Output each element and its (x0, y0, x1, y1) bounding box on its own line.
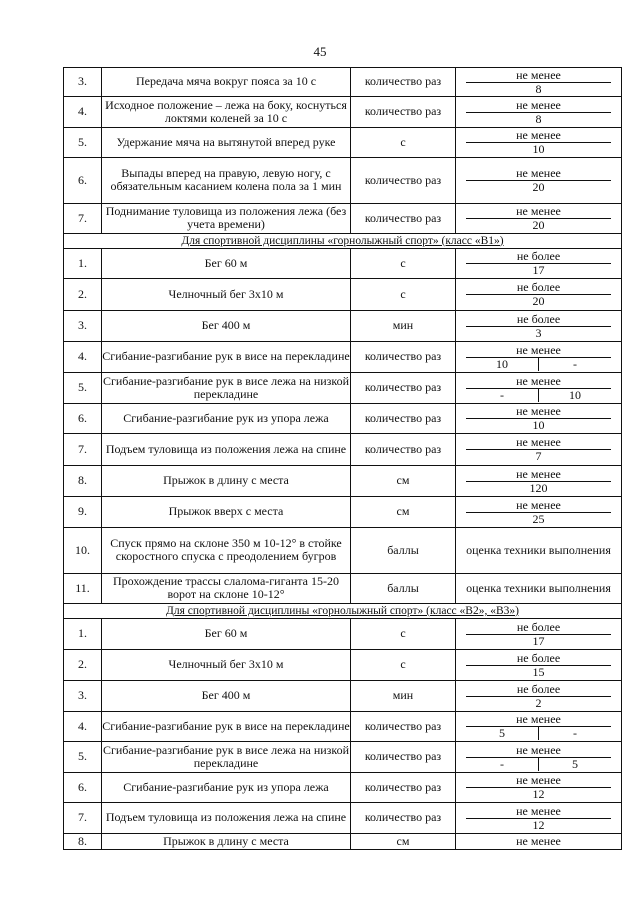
exercise-name: Сгибание-разгибание рук в висе на перекладине (102, 341, 351, 372)
norm-value: 17 (466, 634, 611, 648)
norm-qualifier: не менее (516, 373, 561, 388)
row-number: 10. (64, 527, 102, 573)
norm-qualifier: не менее (516, 97, 561, 112)
unit-cell: с (351, 248, 456, 278)
norm-qualifier: не менее (516, 834, 561, 849)
exercise-name: Прыжок вверх с места (102, 496, 351, 527)
norm-qualifier: не более (516, 650, 561, 665)
table-row (64, 341, 622, 372)
row-number: 5. (64, 741, 102, 772)
norm-value-cell (456, 741, 622, 772)
norm-value-cell (456, 157, 622, 203)
row-number: 5. (64, 127, 102, 157)
table-row (64, 527, 622, 573)
norm-value-cell (456, 127, 622, 157)
table-row (64, 680, 622, 711)
exercise-name: Передача мяча вокруг пояса за 10 с (102, 68, 351, 97)
section-heading: Для спортивной дисциплины «горнолыжный спорт» (класс «В1») (64, 233, 622, 248)
table-row (64, 433, 622, 465)
table-row (64, 403, 622, 433)
norm-value-cell (456, 573, 622, 603)
norm-qualifier: не менее (516, 342, 561, 357)
norm-value-cell (456, 278, 622, 310)
norm-value-cell (456, 711, 622, 741)
unit-cell: см (351, 465, 456, 496)
unit-cell: см (351, 496, 456, 527)
table-row (64, 573, 622, 603)
table-row (64, 618, 622, 649)
exercise-name: Сгибание-разгибание рук из упора лежа (102, 403, 351, 433)
row-number: 7. (64, 433, 102, 465)
norm-value-cell (456, 310, 622, 341)
norm-value: 8 (466, 82, 611, 96)
norm-value: 3 (466, 326, 611, 340)
norm-value: 20 (466, 218, 611, 232)
unit-cell: количество раз (351, 96, 456, 127)
exercise-name: Прыжок в длину с места (102, 833, 351, 849)
row-number: 4. (64, 341, 102, 372)
table-row (64, 157, 622, 203)
norm-value-cell (456, 527, 622, 573)
norm-value-left: - (500, 387, 504, 402)
exercise-name: Прыжок в длину с места (102, 465, 351, 496)
norm-value: 120 (466, 481, 611, 495)
standards-table (63, 67, 622, 850)
norm-qualifier: не более (516, 681, 561, 696)
norm-value-cell (456, 649, 622, 680)
standards-table-body (64, 68, 622, 850)
norm-qualifier: не менее (516, 803, 561, 818)
table-row (64, 741, 622, 772)
row-number: 4. (64, 711, 102, 741)
unit-cell: с (351, 127, 456, 157)
row-number: 11. (64, 573, 102, 603)
unit-cell: количество раз (351, 157, 456, 203)
unit-cell: количество раз (351, 772, 456, 802)
table-row (64, 833, 622, 849)
norm-qualifier: не менее (516, 466, 561, 481)
exercise-name: Спуск прямо на склоне 350 м 10-12° в стойке скоростного спуска с преодолением бугров (102, 527, 351, 573)
norm-value-cell (456, 618, 622, 649)
norm-qualifier: не менее (516, 742, 561, 757)
norm-value-cell (456, 248, 622, 278)
table-row (64, 248, 622, 278)
norm-qualifier: не менее (516, 712, 561, 727)
row-number: 8. (64, 833, 102, 849)
row-number: 6. (64, 772, 102, 802)
norm-qualifier: не менее (516, 497, 561, 512)
norm-value-cell (456, 341, 622, 372)
row-number: 2. (64, 278, 102, 310)
unit-cell: баллы (351, 527, 456, 573)
row-number: 1. (64, 618, 102, 649)
norm-value-right: 5 (538, 758, 611, 771)
exercise-name: Удержание мяча на вытянутой вперед руке (102, 127, 351, 157)
norm-value: 8 (466, 112, 611, 126)
norm-value: 10 (466, 418, 611, 432)
norm-qualifier: не менее (516, 773, 561, 788)
row-number: 6. (64, 157, 102, 203)
table-row (64, 310, 622, 341)
norm-text: оценка техники выполнения (466, 542, 611, 557)
norm-split-values (466, 726, 611, 740)
norm-value-cell (456, 203, 622, 233)
table-row (64, 68, 622, 97)
norm-value-cell (456, 433, 622, 465)
row-number: 7. (64, 203, 102, 233)
table-row (64, 372, 622, 403)
unit-cell: количество раз (351, 203, 456, 233)
exercise-name: Прохождение трассы слалома-гиганта 15-20 ворот на склоне 10-12° (102, 573, 351, 603)
row-number: 3. (64, 68, 102, 97)
exercise-name: Подъем туловища из положения лежа на спине (102, 802, 351, 833)
row-number: 7. (64, 802, 102, 833)
unit-cell: количество раз (351, 433, 456, 465)
table-row (64, 802, 622, 833)
norm-value-cell (456, 372, 622, 403)
exercise-name: Выпады вперед на правую, левую ногу, с обязательным касанием колена пола за 1 мин (102, 157, 351, 203)
page-number: 45 (313, 44, 327, 59)
row-number: 1. (64, 248, 102, 278)
norm-value: 20 (466, 294, 611, 308)
norm-qualifier: не менее (516, 128, 561, 143)
exercise-name: Бег 400 м (102, 680, 351, 711)
row-number: 4. (64, 96, 102, 127)
table-row (64, 649, 622, 680)
norm-qualifier: не менее (516, 166, 561, 181)
unit-cell: с (351, 278, 456, 310)
norm-value-left: 10 (496, 356, 508, 371)
norm-value: 10 (466, 142, 611, 156)
section-heading: Для спортивной дисциплины «горнолыжный спорт» (класс «В2», «В3») (64, 603, 622, 618)
norm-qualifier: не более (516, 280, 561, 295)
norm-value-cell (456, 802, 622, 833)
unit-cell: количество раз (351, 741, 456, 772)
norm-value-left: - (500, 756, 504, 771)
norm-value: 20 (466, 180, 611, 194)
table-row (64, 772, 622, 802)
exercise-name: Сгибание-разгибание рук в висе лежа на низкой перекладине (102, 741, 351, 772)
row-number: 6. (64, 403, 102, 433)
exercise-name: Бег 60 м (102, 618, 351, 649)
norm-qualifier: не менее (516, 435, 561, 450)
section-heading-row (64, 233, 622, 248)
unit-cell: с (351, 649, 456, 680)
norm-qualifier: не более (516, 249, 561, 264)
norm-value-cell (456, 680, 622, 711)
table-row (64, 465, 622, 496)
norm-value-right: - (538, 358, 611, 371)
unit-cell: количество раз (351, 341, 456, 372)
norm-value-cell (456, 772, 622, 802)
section-heading-row (64, 603, 622, 618)
norm-text: оценка техники выполнения (466, 580, 611, 595)
unit-cell: баллы (351, 573, 456, 603)
row-number: 9. (64, 496, 102, 527)
norm-value-left: 5 (499, 726, 505, 741)
exercise-name: Исходное положение – лежа на боку, коснуться локтями коленей за 10 с (102, 96, 351, 127)
unit-cell: количество раз (351, 372, 456, 403)
exercise-name: Бег 60 м (102, 248, 351, 278)
norm-split-values (466, 757, 611, 771)
norm-qualifier: не менее (516, 404, 561, 419)
norm-value-right: - (538, 727, 611, 740)
norm-qualifier: не более (516, 619, 561, 634)
unit-cell: количество раз (351, 711, 456, 741)
norm-value-cell (456, 96, 622, 127)
unit-cell: количество раз (351, 68, 456, 97)
table-row (64, 127, 622, 157)
unit-cell: с (351, 618, 456, 649)
norm-qualifier: не менее (516, 204, 561, 219)
norm-value: 12 (466, 818, 611, 832)
exercise-name: Сгибание-разгибание рук из упора лежа (102, 772, 351, 802)
norm-value: 2 (466, 696, 611, 710)
table-row (64, 496, 622, 527)
norm-qualifier: не более (516, 311, 561, 326)
norm-value-cell (456, 496, 622, 527)
norm-value-cell (456, 403, 622, 433)
exercise-name: Поднимание туловища из положения лежа (без учета времени) (102, 203, 351, 233)
norm-split-values (466, 388, 611, 402)
unit-cell: мин (351, 680, 456, 711)
norm-split-values (466, 357, 611, 371)
row-number: 8. (64, 465, 102, 496)
exercise-name: Челночный бег 3x10 м (102, 649, 351, 680)
unit-cell: мин (351, 310, 456, 341)
norm-value-cell (456, 68, 622, 97)
unit-cell: см (351, 833, 456, 849)
unit-cell: количество раз (351, 403, 456, 433)
norm-value: 25 (466, 512, 611, 526)
norm-value: 7 (466, 449, 611, 463)
norm-qualifier: не менее (516, 68, 561, 82)
row-number: 3. (64, 680, 102, 711)
norm-value: 17 (466, 263, 611, 277)
norm-value-cell (456, 833, 622, 849)
exercise-name: Сгибание-разгибание рук в висе лежа на низкой перекладине (102, 372, 351, 403)
table-row (64, 278, 622, 310)
norm-value: 12 (466, 787, 611, 801)
row-number: 2. (64, 649, 102, 680)
table-row (64, 203, 622, 233)
exercise-name: Челночный бег 3x10 м (102, 278, 351, 310)
table-row (64, 96, 622, 127)
row-number: 3. (64, 310, 102, 341)
norm-value-cell (456, 465, 622, 496)
norm-value-right: 10 (538, 389, 611, 402)
exercise-name: Подъем туловища из положения лежа на спине (102, 433, 351, 465)
table-row (64, 711, 622, 741)
exercise-name: Бег 400 м (102, 310, 351, 341)
exercise-name: Сгибание-разгибание рук в висе на перекладине (102, 711, 351, 741)
norm-value: 15 (466, 665, 611, 679)
unit-cell: количество раз (351, 802, 456, 833)
row-number: 5. (64, 372, 102, 403)
